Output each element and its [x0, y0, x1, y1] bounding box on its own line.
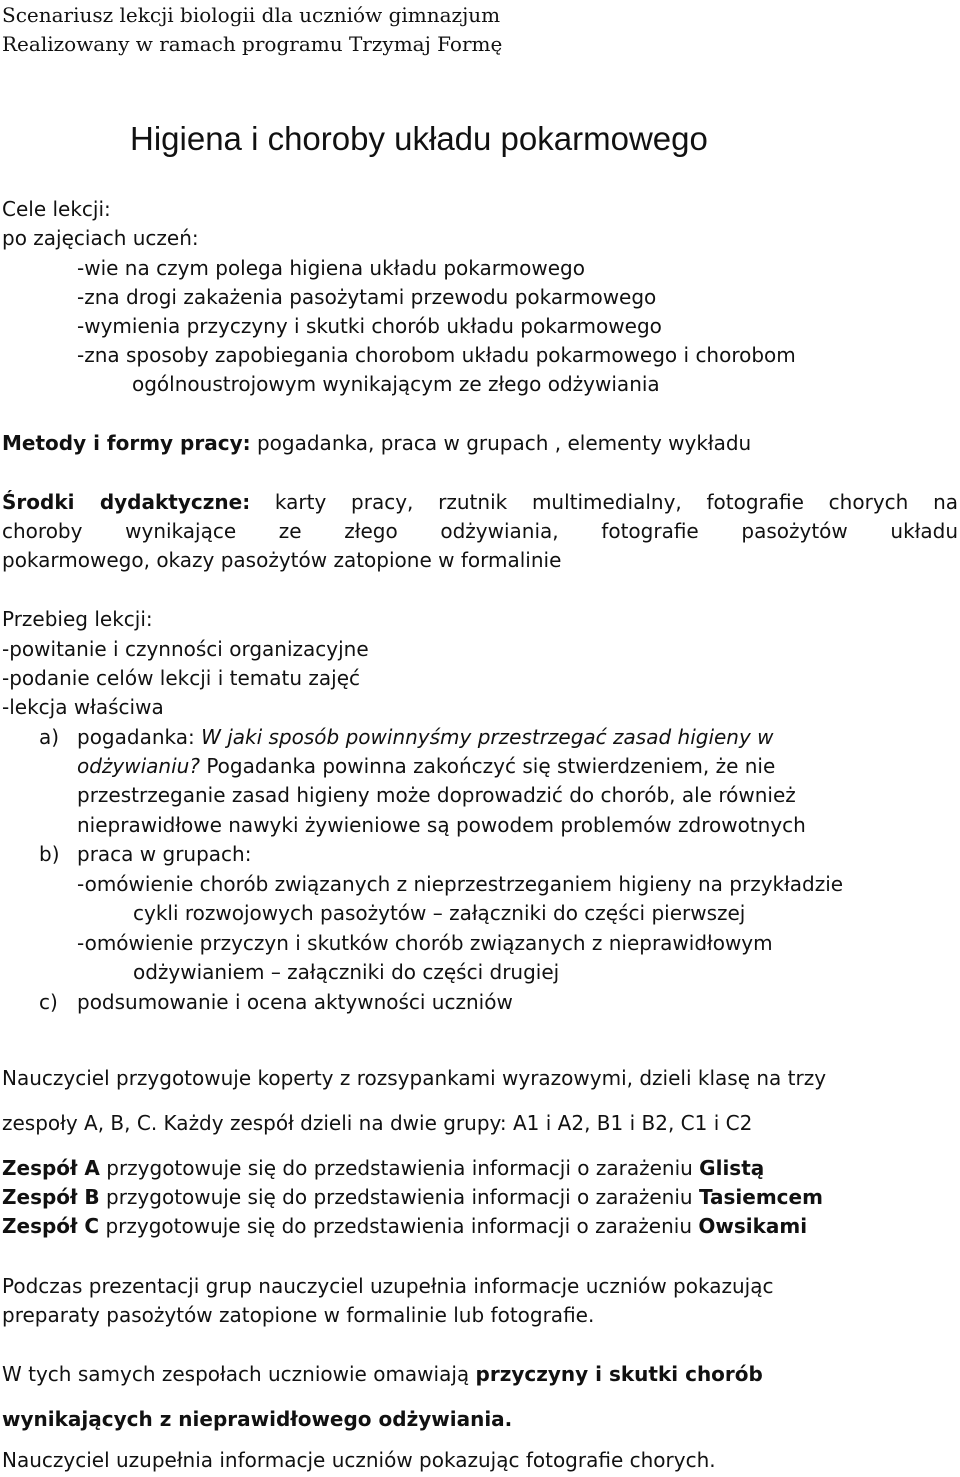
team-name: Zespół A — [2, 1156, 100, 1180]
methods-line — [2, 429, 751, 457]
item-b-sub-1-cont: cykli rozwojowych pasożytów – załączniki do części pierwszej — [133, 901, 746, 925]
goal-item: -zna sposoby zapobiegania chorobom układu pokarmowego i chorobom — [77, 343, 796, 367]
item-a-question: W jaki sposób powinnyśmy przestrzegać zasad higieny w — [201, 725, 774, 749]
team-topic: Glistą — [699, 1156, 765, 1180]
item-a-marker: a) — [39, 725, 60, 749]
item-a-line-2 — [77, 752, 775, 780]
team-text: przygotowuje się do przedstawienia informacji o zarażeniu — [99, 1156, 700, 1180]
item-b-lead: praca w grupach: — [77, 842, 252, 866]
team-topic: Tasiemcem — [698, 1185, 823, 1209]
header-line-1: Scenariusz lekcji biologii dla uczniów gimnazjum — [2, 3, 501, 27]
teacher-line-2: zespoły A, B, C. Każdy zespół dzieli na dwie grupy: A1 i A2, B1 i B2, C1 i C2 — [2, 1111, 753, 1135]
team-name: Zespół C — [2, 1214, 100, 1238]
goals-intro: po zajęciach uczeń: — [2, 226, 199, 250]
resources-label: Środki dydaktyczne: — [2, 490, 251, 514]
course-step: -powitanie i czynności organizacyjne — [2, 637, 369, 661]
resources-line-1 — [2, 488, 958, 516]
resources-text: karty pracy, rzutnik multimedialny, fotografie chorych na — [250, 490, 958, 514]
item-a-line-4: nieprawidłowe nawyki żywieniowe są powodem problemów zdrowotnych — [77, 813, 806, 837]
header-line-2: Realizowany w ramach programu Trzymaj Formę — [2, 32, 503, 56]
causes-text: W tych samych zespołach uczniowie omawiają — [2, 1362, 476, 1386]
resources-line-3: pokarmowego, okazy pasożytów zatopione w formalinie — [2, 548, 562, 572]
goal-item: -wymienia przyczyny i skutki chorób układu pokarmowego — [77, 314, 662, 338]
course-step: -lekcja właściwa — [2, 695, 164, 719]
item-a-text: Pogadanka powinna zakończyć się stwierdzeniem, że nie — [199, 754, 776, 778]
team-line — [2, 1183, 823, 1211]
goal-item: -wie na czym polega higiena układu pokarmowego — [77, 256, 585, 280]
teacher-line-1: Nauczyciel przygotowuje koperty z rozsypankami wyrazowymi, dzieli klasę na trzy — [2, 1066, 827, 1090]
presentation-line-2: preparaty pasożytów zatopione w formalinie lub fotografie. — [2, 1303, 595, 1327]
resources-line-2: choroby wynikające ze złego odżywiania, fotografie pasożytów układu — [2, 519, 958, 543]
item-c-marker: c) — [39, 990, 58, 1014]
final-line: Nauczyciel uzupełnia informacje uczniów pokazując fotografie chorych. — [2, 1448, 716, 1472]
item-a-line-3: przestrzeganie zasad higieny może doprowadzić do chorób, ale również — [77, 783, 796, 807]
item-b-sub-2-cont: odżywianiem – załączniki do części drugiej — [133, 960, 560, 984]
item-b-sub-1: -omówienie chorób związanych z nieprzestrzeganiem higieny na przykładzie — [77, 872, 844, 896]
team-name: Zespół B — [2, 1185, 100, 1209]
causes-bold: przyczyny i skutki chorób — [475, 1362, 763, 1386]
team-line — [2, 1212, 807, 1240]
team-line — [2, 1154, 764, 1182]
item-a-line-1 — [77, 723, 774, 751]
causes-line-1 — [2, 1360, 763, 1388]
goals-label: Cele lekcji: — [2, 197, 111, 221]
team-topic: Owsikami — [698, 1214, 808, 1238]
team-text: przygotowuje się do przedstawienia informacji o zarażeniu — [99, 1185, 699, 1209]
presentation-line-1: Podczas prezentacji grup nauczyciel uzupełnia informacje uczniów pokazując — [2, 1274, 774, 1298]
causes-line-2: wynikających z nieprawidłowego odżywiania. — [2, 1407, 513, 1431]
item-c-text: podsumowanie i ocena aktywności uczniów — [77, 990, 513, 1014]
item-a-lead: pogadanka: — [77, 725, 202, 749]
goal-item: -zna drogi zakażenia pasożytami przewodu pokarmowego — [77, 285, 657, 309]
course-step: -podanie celów lekcji i tematu zajęć — [2, 666, 360, 690]
item-a-question-end: odżywianiu? — [77, 754, 200, 778]
goal-item-continuation: ogólnoustrojowym wynikającym ze złego odżywiania — [132, 372, 660, 396]
methods-text: pogadanka, praca w grupach , elementy wykładu — [250, 431, 752, 455]
document-title: Higiena i choroby układu pokarmowego — [130, 120, 708, 157]
item-b-sub-2: -omówienie przyczyn i skutków chorób związanych z nieprawidłowym — [77, 931, 773, 955]
methods-label: Metody i formy pracy: — [2, 431, 251, 455]
course-label: Przebieg lekcji: — [2, 607, 153, 631]
team-text: przygotowuje się do przedstawienia informacji o zarażeniu — [99, 1214, 699, 1238]
item-b-marker: b) — [39, 842, 60, 866]
